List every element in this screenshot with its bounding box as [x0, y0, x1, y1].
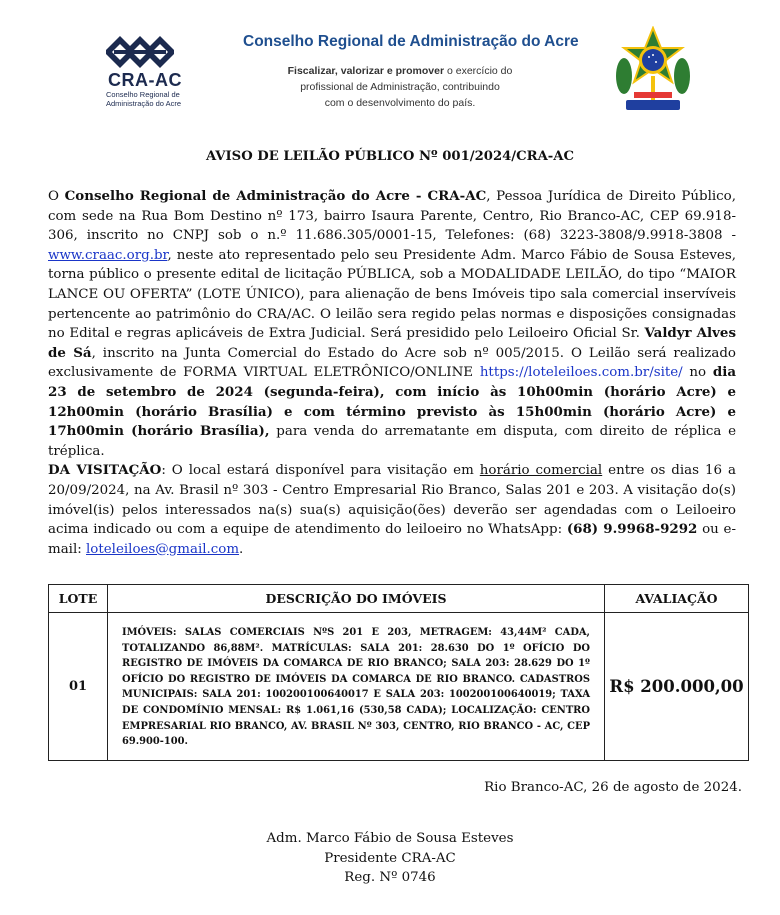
- intro-paragraph: [48, 187, 736, 461]
- text-run: entre os dias 16 a 20/09/2024, na Av. Brasil nº 303 - Centro Empresarial Rio Branco, Salas 201 e 203. A visitação do(s) imóvel(is) pelos interessados na(s) sua(s) aquisição(ões) deverão ser agendadas com o Leiloeiro acima indicado ou com a equipe de atendimento do leiloeiro no WhatsApp:: [48, 463, 736, 538]
- signer-role: Presidente CRA-AC: [324, 850, 456, 866]
- cra-ac-logo: [100, 34, 190, 114]
- logo-sub-line-1: Conselho Regional de: [106, 90, 180, 99]
- text-run: : O local estará disponível para visitação em: [161, 463, 480, 479]
- logo-subtitle: [106, 90, 196, 108]
- organization-title: Conselho Regional de Administração do Acre: [243, 33, 579, 50]
- notice-body: [48, 187, 736, 559]
- header-avaliacao: AVALIAÇÃO: [605, 585, 749, 613]
- signer-registration: Reg. Nº 0746: [344, 870, 436, 886]
- text-run: O: [48, 189, 65, 204]
- text-run: para venda do arrematante em disputa, com direito de réplica e tréplica.: [48, 424, 736, 459]
- text-run: , Pessoa Jurídica de Direito Público, com sede na Rua Bom Destino nº 173, bairro Isaura Parente, Centro, Rio Branco-AC, CEP 69.918-306, inscrito no CNPJ sob o n.º 11.686.305/0001-15, Telefones: (68) 3223-3808/9.9918-3808 -: [48, 189, 736, 244]
- text-run: , inscrito na Junta Comercial do Estado do Acre sob nº 005/2015. O Leilão será realizado exclusivamente de FORMA VIRTUAL ELETRÔNICO/ONLINE: [48, 345, 736, 381]
- organization-name: Conselho Regional de Administração do Acre - CRA-AC: [64, 188, 487, 204]
- lot-valuation: R$ 200.000,00: [605, 613, 749, 761]
- signer-name: Adm. Marco Fábio de Sousa Esteves: [266, 831, 514, 846]
- tagline-bold: Fiscalizar, valorizar e promover: [287, 65, 445, 77]
- whatsapp-number: (68) 9.9968-9292: [566, 521, 698, 538]
- logo-name: CRA-AC: [108, 70, 182, 90]
- table-header-row: [49, 585, 749, 613]
- notice-title: AVISO DE LEILÃO PÚBLICO Nº 001/2024/CRA-AC: [206, 149, 574, 164]
- website-link[interactable]: www.craac.org.br: [48, 247, 168, 263]
- text-run: no: [682, 365, 713, 381]
- text-run: ou e-mail:: [48, 522, 736, 557]
- email-link[interactable]: loteleiloes@gmail.com: [86, 541, 240, 557]
- auctioneer-name: Valdyr Alves de Sá: [48, 325, 736, 361]
- visit-paragraph: [48, 461, 736, 559]
- logo-sub-line-2: Administração do Acre: [106, 99, 182, 108]
- text-run: .: [239, 541, 244, 557]
- tagline-line-2: profissional de Administração, contribuindo: [300, 81, 500, 93]
- text-run: , neste ato representado pelo seu Presidente Adm. Marco Fábio de Sousa Esteves, torna público o presente edital de licitação PÚBLICA, sob a MODALIDADE LEILÃO, do tipo “MAIOR LANCE OU OFERTA” (LOTE ÚNICO), para alienação de bens Imóveis tipo sala comercial inservíveis pertencente ao patrimônio do CRA/AC. O leilão sera regido pelas normas e disposições consignadas no Edital e regras aplicáveis de Extra Judicial. Será presidido pelo Leiloeiro Oficial Sr.: [48, 247, 736, 342]
- lot-description: IMÓVEIS: SALAS COMERCIAIS NºS 201 E 203, METRAGEM: 43,44M² CADA, TOTALIZANDO 86,88M². MATRÍCULAS: SALA 201: 28.630 DO 1º OFÍCIO DO REGISTRO DE IMÓVEIS DA COMARCA DE RIO BRANCO; SALA 203: 28.629 DO 1º OFÍCIO DO REGISTRO DE IMÓVEIS DA COMARCA DE RIO BRANCO. CADASTROS MUNICIPAIS: SALA 201: 100200100640017 E SALA 203: 100200100640019; TAXA DE CONDOMÍNIO MENSAL: R$ 1.061,16 (530,58 CADA); LOCALIZAÇÃO: CENTRO EMPRESARIAL RIO BRANCO, AV. BRASIL Nº 303, CENTRO, RIO BRANCO - AC, CEP 69.900-100.: [108, 613, 605, 761]
- table-row: [49, 613, 749, 761]
- tagline: [270, 63, 530, 111]
- letterhead: [0, 0, 780, 130]
- header-descricao: DESCRIÇÃO DO IMÓVEIS: [108, 585, 605, 613]
- auction-date: dia 23 de setembro de 2024 (segunda-feira), com início às 10h00min (horário Acre) e 12h00min (horário Brasília) e com término previsto às 15h00min (horário Acre) e 17h00min (horário Brasília),: [48, 364, 737, 440]
- lots-table: [48, 584, 749, 761]
- lot-number: 01: [49, 613, 108, 761]
- cra-diamond-logo-icon: [106, 34, 174, 70]
- place-date: Rio Branco-AC, 26 de agosto de 2024.: [484, 780, 742, 795]
- signature-block: [210, 829, 570, 888]
- header-lote: LOTE: [49, 585, 108, 613]
- visit-label: DA VISITAÇÃO: [48, 462, 162, 479]
- brazil-coat-of-arms-icon: [614, 26, 692, 116]
- tagline-line-1: o exercício do: [444, 65, 513, 77]
- auction-site-link[interactable]: https://loteleiloes.com.br/site/: [479, 365, 683, 381]
- tagline-line-3: com o desenvolvimento do país.: [324, 97, 476, 109]
- visit-hours: horário comercial: [479, 463, 603, 479]
